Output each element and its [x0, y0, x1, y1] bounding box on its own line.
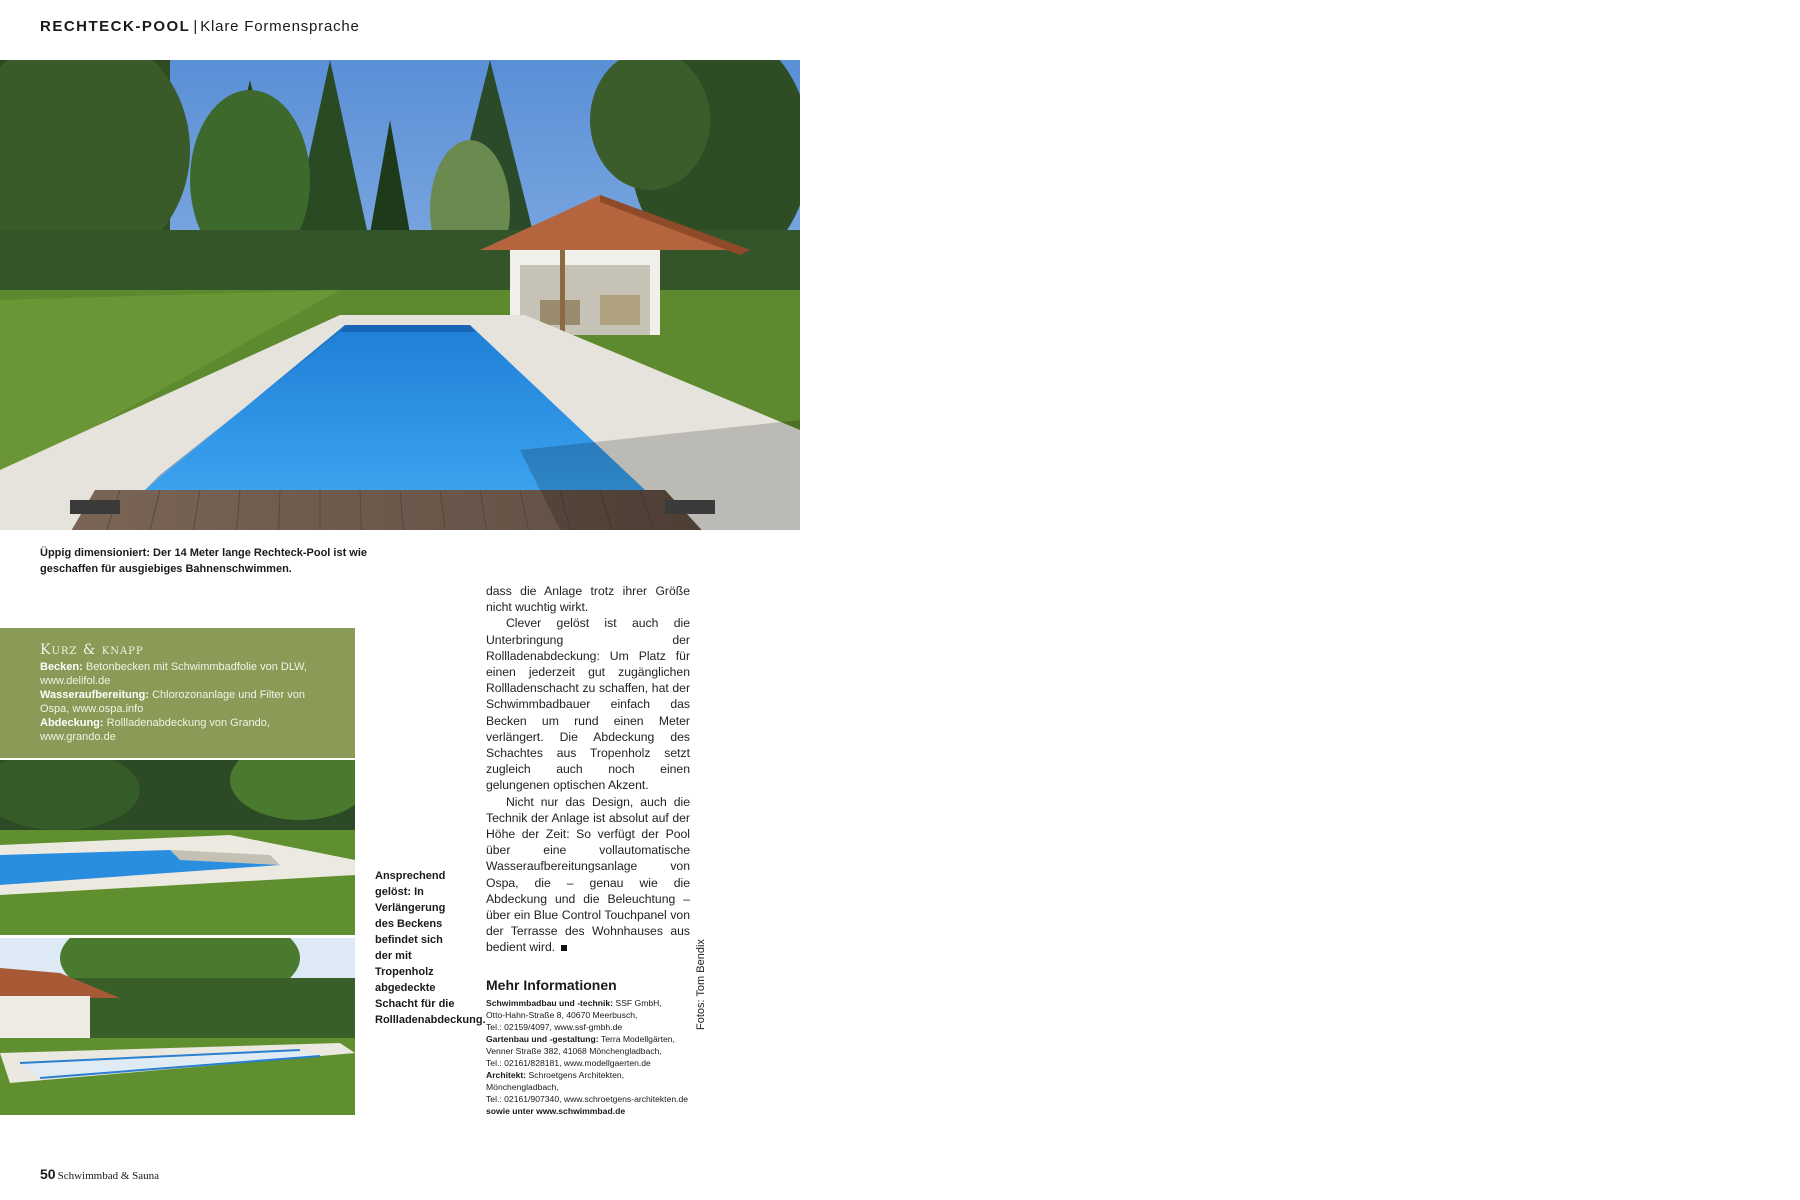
magazine-page: [0, 0, 800, 1200]
info-box-item: Wasseraufbereitung: Chlorozonanlage und Filter von Ospa, www.ospa.info: [40, 689, 305, 715]
info-box-item: Abdeckung: Rollladenabdeckung von Grando, www.grando.de: [40, 717, 270, 743]
more-info-title: Mehr Informationen: [486, 977, 617, 993]
more-info-footer: sowie unter www.schwimmbad.de: [486, 1106, 626, 1116]
side-caption: Ansprechend gelöst: In Verlängerung des Beckens befindet sich der mit Tropenholz abgedeckte Schacht für die Rollladenabdeckung.: [375, 870, 486, 1026]
info-box-title: Kurz & knapp: [40, 642, 144, 658]
more-info-box: [486, 977, 716, 1117]
body-paragraph: Clever gelöst ist auch die Unterbringung der Rollladenabdeckung: Um Platz für einen jederzeit gut zugänglichen Rollladenschacht zu schaffen, hat der Schwimmbadbauer einfach das Becken um rund einen Meter verlängert. Die Abdeckung des Schachtes aus Tropenholz setzt zugleich auch noch einen gelungenen optischen Akzent.: [486, 616, 690, 793]
page-number: 50: [40, 1166, 56, 1182]
pool-photo-side-view: [0, 760, 355, 935]
end-of-article-mark: [561, 945, 567, 951]
body-paragraph: Nicht nur das Design, auch die Technik der Anlage ist absolut auf der Höhe der Zeit: So verfügt der Pool über eine vollautomatische Wasseraufbereitungsanlage von Ospa, die – genau wie die Abdeckung und die Beleuchtung – über ein Blue Control Touchpanel von der Terrasse des Wohnhauses aus bedient wird.: [486, 794, 690, 955]
more-info-entry: Architekt: Schroetgens Architekten, Mönchengladbach, Tel.: 02161/907340, www.schroetgens-architekten.de: [486, 1070, 689, 1104]
header-separator: |: [193, 18, 198, 35]
section-subtitle: Klare Formensprache: [200, 18, 360, 35]
info-box-item: Becken: Betonbecken mit Schwimmbadfolie von DLW, www.delifol.de: [40, 661, 307, 687]
pool-photo-pavilion-view: [0, 938, 355, 1115]
page-header: [40, 18, 360, 35]
info-box-kurz-knapp: [0, 628, 355, 758]
hero-photo: [0, 60, 800, 530]
article-body: [486, 583, 690, 956]
photo-credit-text: Fotos: Tom Bendix: [695, 939, 707, 1030]
more-info-entry: Gartenbau und -gestaltung: Terra Modellgärten, Venner Straße 382, 41068 Mönchengladbach, Tel.: 02161/828181, www.modellgaerten.de: [486, 1034, 675, 1068]
section-title: RECHTECK-POOL: [40, 18, 191, 35]
body-paragraph: dass die Anlage trotz ihrer Größe nicht wuchtig wirkt.: [486, 584, 690, 615]
page-footer: [40, 1166, 159, 1182]
magazine-name: Schwimmbad & Sauna: [57, 1170, 160, 1182]
more-info-entry: Schwimmbadbau und -technik: SSF GmbH, Otto-Hahn-Straße 8, 40670 Meerbusch, Tel.: 02159/4097, www.ssf-gmbh.de: [486, 998, 662, 1032]
hero-caption: Üppig dimensioniert: Der 14 Meter lange Rechteck-Pool ist wie geschaffen für ausgiebiges Bahnenschwimmen.: [40, 547, 368, 575]
